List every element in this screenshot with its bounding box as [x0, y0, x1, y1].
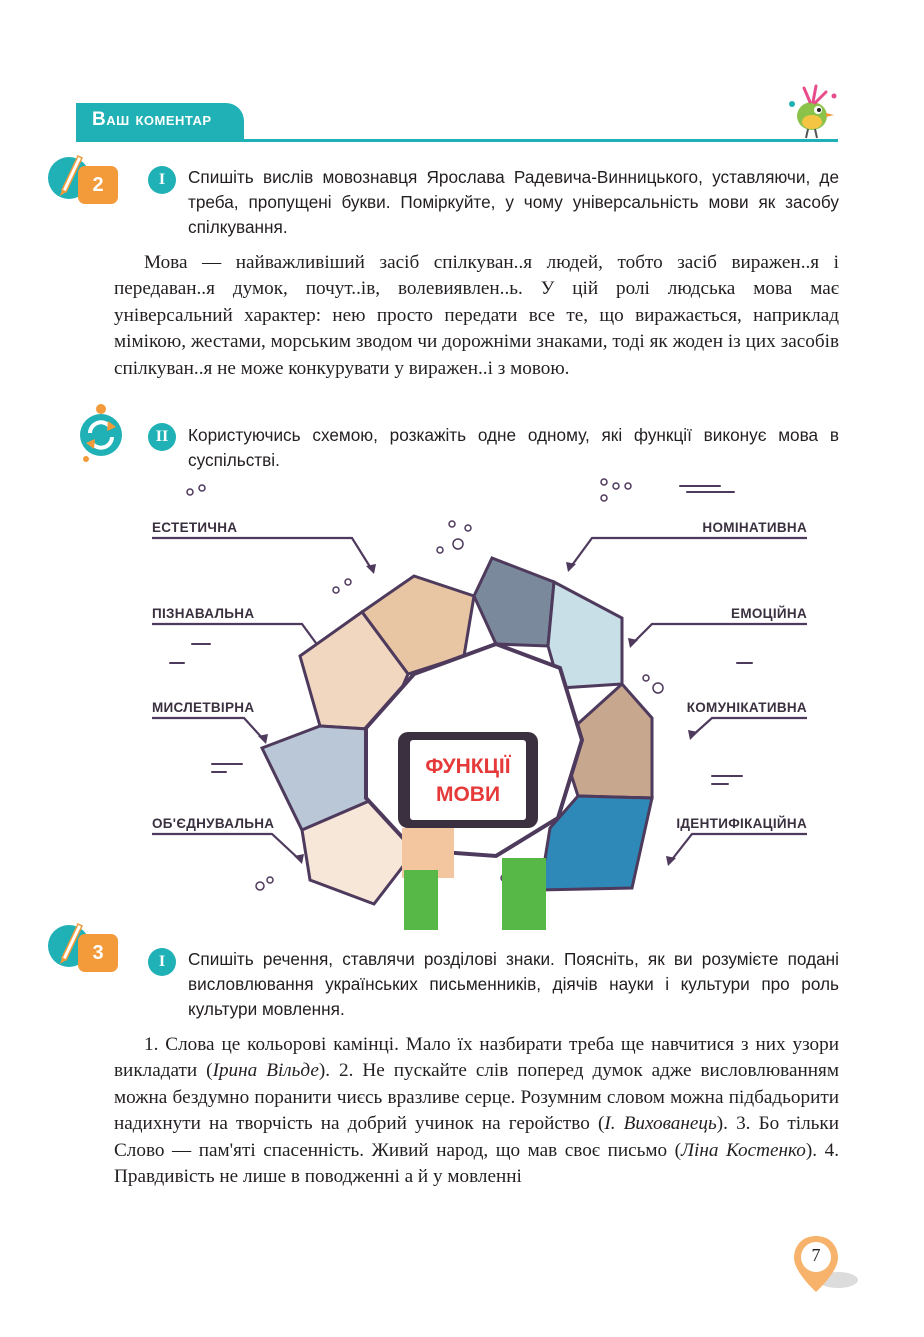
bird-icon	[782, 82, 842, 140]
section-3-badge	[48, 918, 128, 978]
task-instruction: Спишіть вислів мовознавця Ярослава Радевича-Винницького, уставляючи, де треба, пропущені букви. Поміркуйте, у чому універсальність мови як засобу спілкування.	[188, 167, 839, 237]
task-mark: II	[148, 423, 176, 451]
center-line-2: МОВИ	[435, 783, 501, 806]
passage	[114, 250, 839, 382]
task-instruction: Спишіть речення, ставлячи розділові знаки. Поясніть, як ви розумієте подані висловлювання українських письменників, діячів науки і культури про роль культури мовлення.	[188, 949, 839, 1019]
function-label-nominative: НОМІНАТИВНА	[702, 520, 807, 535]
task-mark: I	[148, 166, 176, 194]
center-line-1: ФУНКЦІЇ	[425, 755, 511, 778]
passage-text: Мова — найважливіший засіб спілкуван..я людей, тобто засіб виражен..я і передаван..я думок, почут..ів, волевиявлен..ь. У цій ролі людська мова має універсальний характер: нею просто передати все те, що виражається, наприклад мімікою, жестами, морським зводом чи дорожніми знаками, тоді як жоден із цих засобів спілкуван..я не може конкурувати у виражен..і з мовою.	[114, 252, 839, 379]
function-label-cognitive: ПІЗНАВАЛЬНА	[152, 606, 255, 621]
sentence-fragment: ). 4. Правдивість не лише в поводженні а й у мовленні	[114, 1139, 839, 1188]
sentence-fragment: ). 2. Не пускайте слів поперед думок адже висловлюванням можна бездумно поранити чиєсь вразливе серце. Розумним словом можна підбадьорити надихнути на творчість на добрий учинок на геройство (	[114, 1060, 840, 1135]
function-label-identification: ІДЕНТИФІКАЦІЙНА	[676, 816, 807, 831]
diagram-center-label	[410, 753, 526, 809]
function-label-thought-forming: МИСЛЕТВІРНА	[152, 700, 255, 715]
function-label-communicative: КОМУНІКАТИВНА	[686, 700, 807, 715]
task-mark: I	[148, 948, 176, 976]
author-name: Ірина Вільде	[212, 1060, 319, 1082]
section-header-tab	[76, 103, 244, 140]
task-instruction: Користуючись схемою, розкажіть одне одному, які функції виконує мова в суспільстві.	[188, 425, 839, 470]
author-name: І. Вихованець	[604, 1113, 717, 1135]
section-header-title: Ваш коментар	[92, 109, 212, 130]
discussion-icon	[78, 403, 124, 463]
section-2-badge	[48, 150, 128, 210]
function-label-aesthetic: ЕСТЕТИЧНА	[152, 520, 238, 535]
page-number-marker	[790, 1232, 842, 1296]
section-number: 2	[78, 166, 118, 204]
language-functions-diagram	[152, 478, 807, 930]
sentences-text	[114, 1032, 839, 1190]
page-number: 7	[811, 1245, 821, 1265]
author-name: Ліна Костенко	[681, 1139, 806, 1161]
function-label-unifying: ОБ'ЄДНУВАЛЬНА	[152, 816, 275, 831]
sentence-fragment: 1. Слова це кольорові камінці. Мало їх назбирати треба ще навчитися з них узори викладати (	[114, 1034, 839, 1082]
function-label-emotional: ЕМОЦІЙНА	[731, 606, 807, 621]
section-number: 3	[78, 934, 118, 972]
header-divider	[76, 139, 838, 142]
sentences-passage	[114, 1032, 839, 1190]
sentence-fragment: ). 3. Бо тільки Слово — пам'яті спасенність. Живий народ, що мав своє письмо (	[114, 1113, 839, 1161]
